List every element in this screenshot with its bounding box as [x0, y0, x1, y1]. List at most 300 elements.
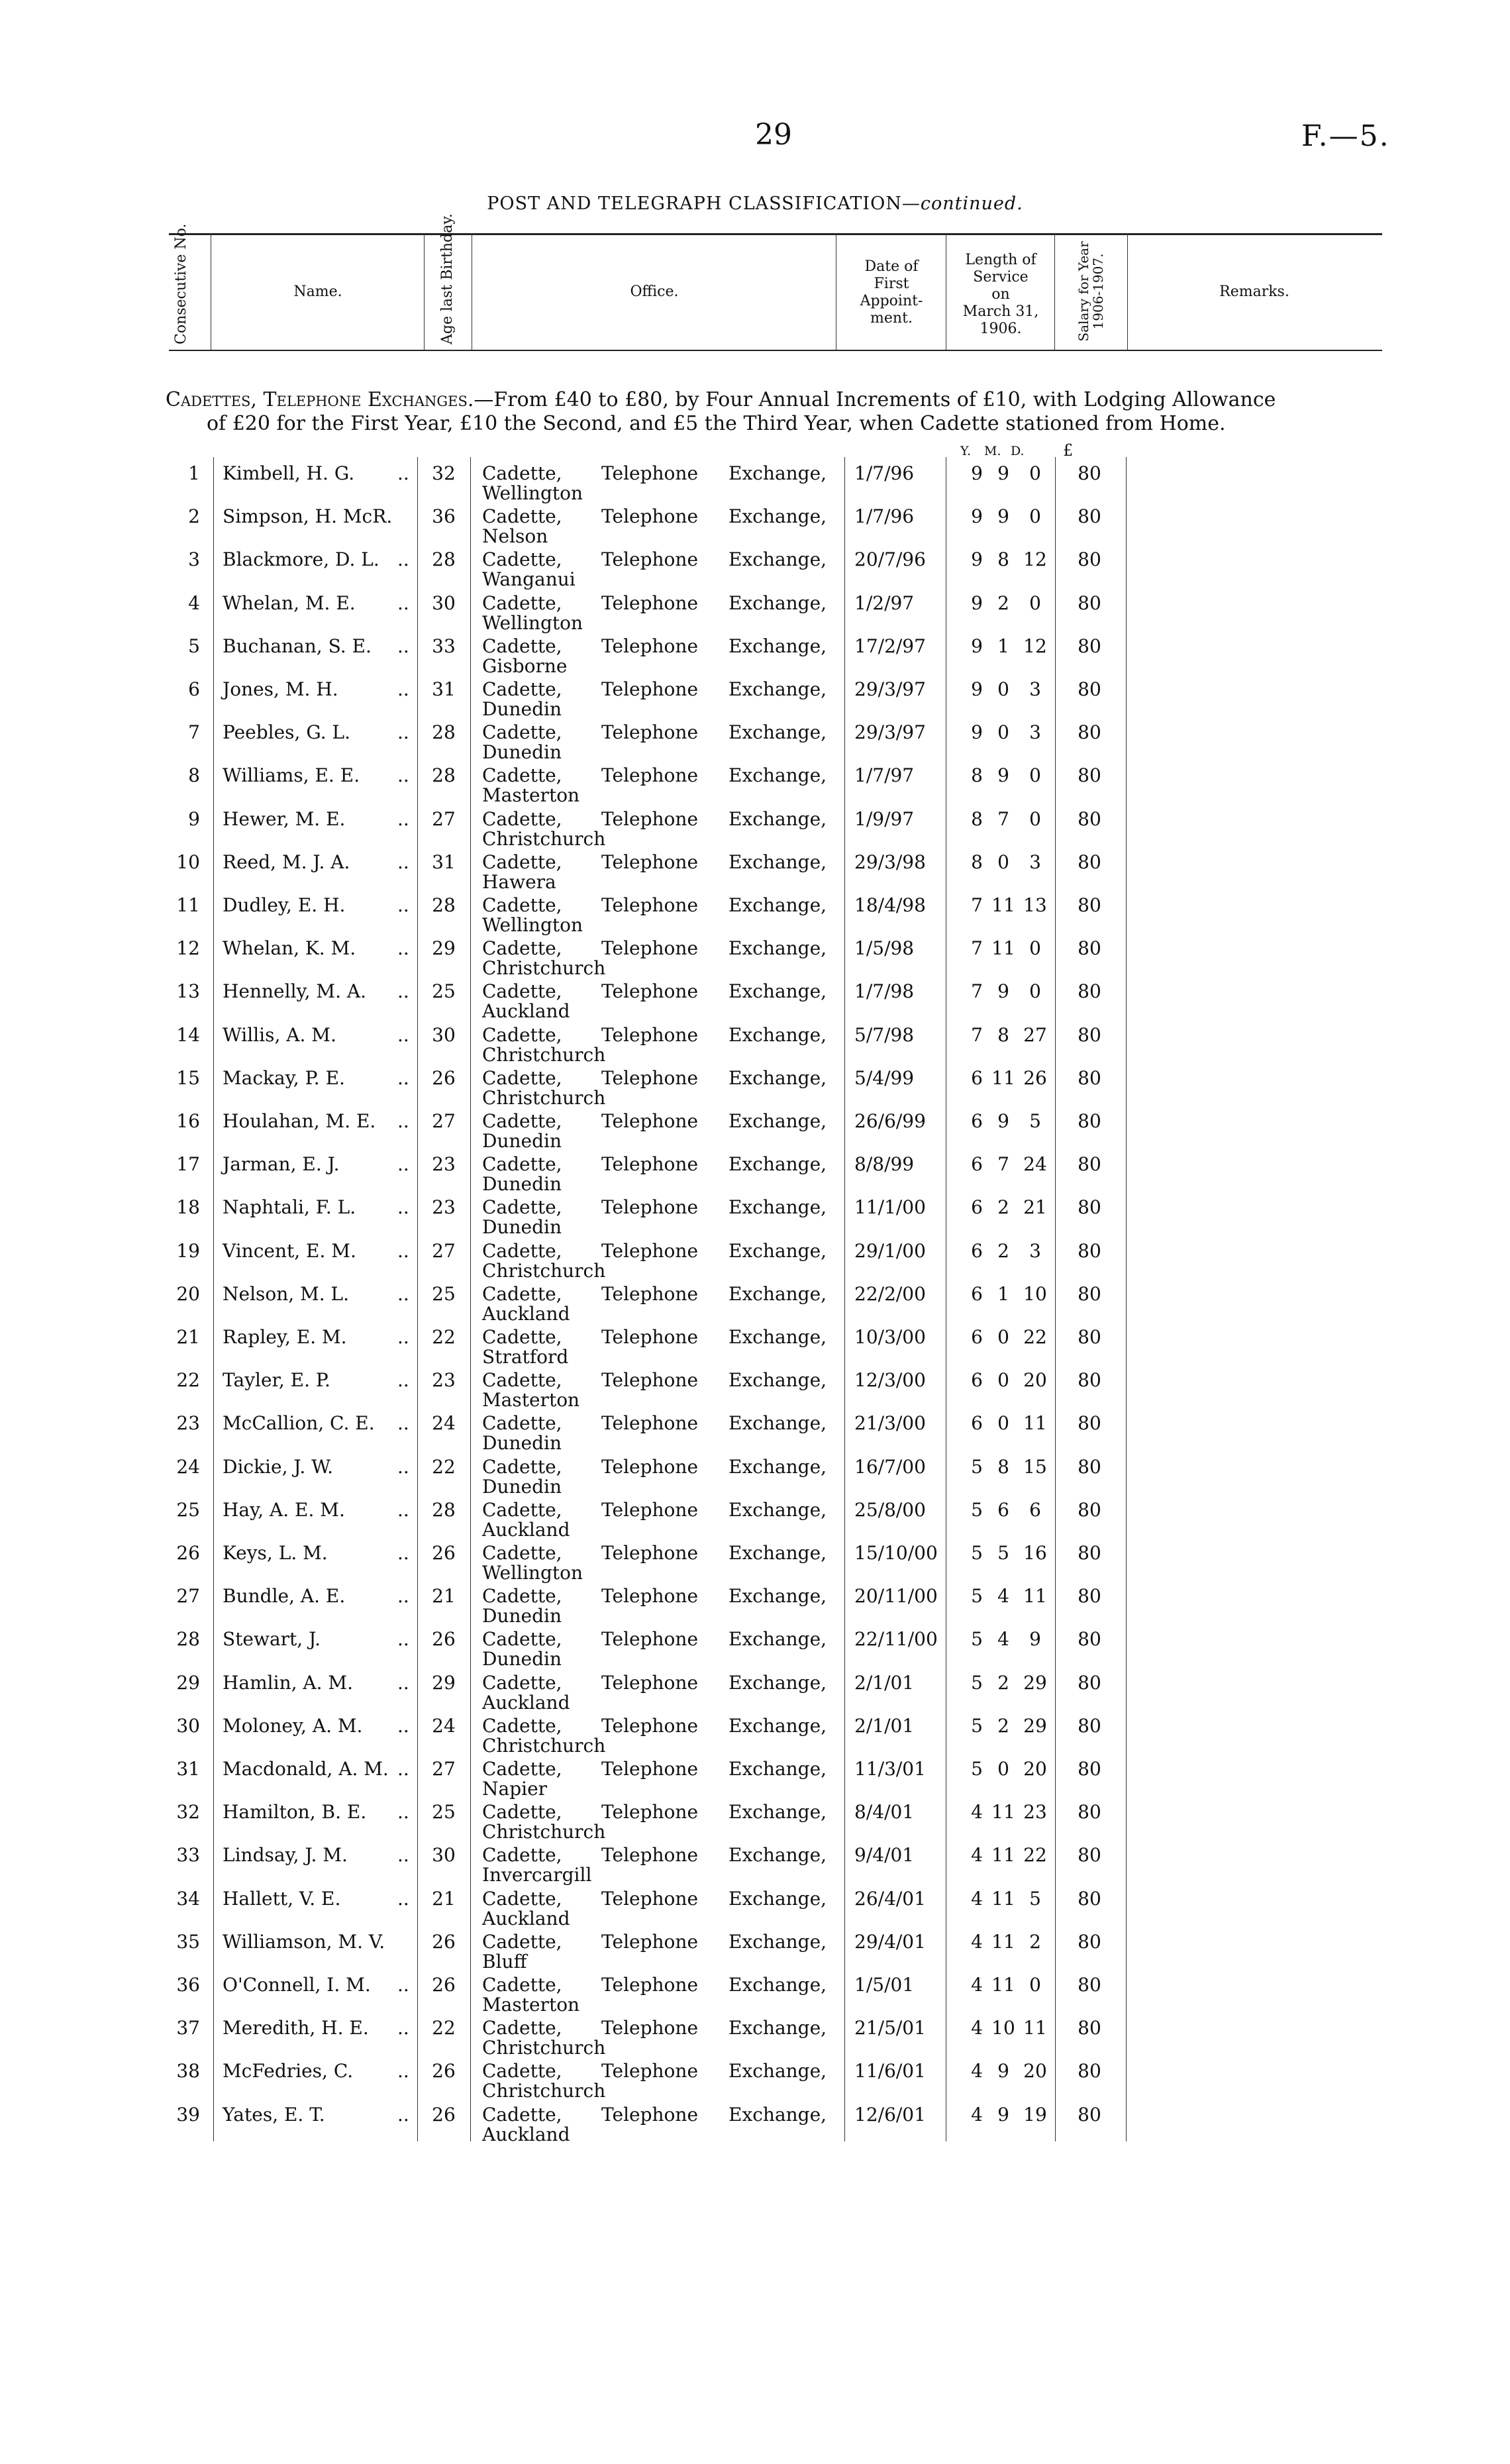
service-days: 2	[1029, 1930, 1041, 1953]
office-word-exchange: Exchange,	[729, 1196, 827, 1219]
employee-name: Blackmore, D. L.	[223, 548, 379, 571]
table-row	[166, 803, 1225, 850]
office-town: Christchurch	[482, 827, 606, 850]
col-header-age: Age last Birthday.	[439, 213, 456, 344]
row-number: 32	[176, 1801, 200, 1823]
service-years: 4	[971, 1844, 983, 1867]
office-town: Christchurch	[482, 1259, 606, 1282]
table-row	[166, 630, 1225, 677]
service-years: 6	[971, 1153, 983, 1176]
office-word-cadette: Cadette,	[482, 505, 562, 528]
office-word-cadette: Cadette,	[482, 635, 562, 657]
leader-dots: ..	[397, 1542, 409, 1564]
employee-age: 28	[432, 721, 456, 744]
employee-name: Willis, A. M.	[223, 1023, 336, 1046]
office-word-cadette: Cadette,	[482, 1066, 562, 1089]
service-days: 5	[1029, 1887, 1041, 1910]
row-number: 33	[176, 1844, 200, 1867]
salary-value: 80	[1078, 1066, 1101, 1089]
service-months: 9	[997, 1110, 1009, 1132]
row-number: 13	[176, 980, 200, 1003]
salary-value: 80	[1078, 1887, 1101, 1910]
row-number: 19	[176, 1239, 200, 1262]
employee-name: McCallion, C. E.	[223, 1412, 375, 1435]
office-word-telephone: Telephone	[601, 1542, 699, 1564]
office-word-cadette: Cadette,	[482, 1282, 562, 1305]
service-months: 11	[991, 1974, 1015, 1996]
service-years: 9	[971, 462, 983, 484]
table-row	[166, 1321, 1225, 1368]
office-word-cadette: Cadette,	[482, 1542, 562, 1564]
office-town: Wellington	[482, 1562, 583, 1584]
row-number: 21	[176, 1326, 200, 1348]
salary-value: 80	[1078, 1369, 1101, 1392]
office-word-cadette: Cadette,	[482, 1930, 562, 1953]
first-appointment-date: 10/3/00	[854, 1326, 926, 1348]
service-days: 20	[1023, 1758, 1047, 1780]
employee-name: Buchanan, S. E.	[223, 635, 372, 657]
row-number: 18	[176, 1196, 200, 1219]
row-number: 23	[176, 1412, 200, 1435]
office-town: Auckland	[482, 1302, 570, 1325]
office-word-exchange: Exchange,	[729, 807, 827, 830]
office-word-telephone: Telephone	[601, 1282, 699, 1305]
office-word-exchange: Exchange,	[729, 1930, 827, 1953]
table-row	[166, 1407, 1225, 1455]
page-number: 29	[755, 118, 792, 152]
employee-age: 27	[432, 1758, 456, 1780]
office-town: Christchurch	[482, 1086, 606, 1109]
service-years: 4	[971, 1930, 983, 1953]
service-days: 10	[1023, 1282, 1047, 1305]
row-number: 4	[188, 591, 200, 614]
office-town: Auckland	[482, 1907, 570, 1929]
employee-age: 25	[432, 980, 456, 1003]
salary-value: 80	[1078, 1455, 1101, 1478]
table-row	[166, 1364, 1225, 1412]
service-days: 29	[1023, 1671, 1047, 1694]
employee-name: McFedries, C.	[223, 2060, 354, 2082]
table-row	[166, 500, 1225, 548]
office-word-telephone: Telephone	[601, 1066, 699, 1089]
office-word-exchange: Exchange,	[729, 1412, 827, 1435]
service-years: 5	[971, 1671, 983, 1694]
service-days: 20	[1023, 2060, 1047, 2082]
leader-dots: ..	[397, 1974, 409, 1996]
employee-age: 27	[432, 807, 456, 830]
employee-age: 32	[432, 462, 456, 484]
office-word-cadette: Cadette,	[482, 548, 562, 571]
leader-dots: ..	[397, 1326, 409, 1348]
salary-value: 80	[1078, 1930, 1101, 1953]
leader-dots: ..	[397, 1714, 409, 1737]
office-town: Gisborne	[482, 654, 568, 677]
office-word-telephone: Telephone	[601, 1196, 699, 1219]
row-number: 11	[176, 894, 200, 916]
salary-value: 80	[1078, 1801, 1101, 1823]
employee-age: 26	[432, 1628, 456, 1651]
office-word-telephone: Telephone	[601, 1844, 699, 1867]
row-number: 6	[188, 678, 200, 700]
leader-dots: ..	[397, 635, 409, 657]
employee-name: Whelan, K. M.	[223, 937, 356, 960]
service-days: 0	[1029, 1974, 1041, 1996]
office-town: Dunedin	[482, 1432, 562, 1455]
office-word-exchange: Exchange,	[729, 1671, 827, 1694]
staff-table	[166, 457, 1225, 2145]
office-word-cadette: Cadette,	[482, 850, 562, 873]
first-appointment-date: 21/3/00	[854, 1412, 926, 1435]
office-word-exchange: Exchange,	[729, 462, 827, 484]
leader-dots: ..	[397, 764, 409, 787]
service-days: 12	[1023, 635, 1047, 657]
col-header-office: Office.	[630, 283, 679, 300]
leader-dots: ..	[397, 1887, 409, 1910]
office-town: Dunedin	[482, 1130, 562, 1152]
employee-name: Hamlin, A. M.	[223, 1671, 353, 1694]
service-months: 0	[997, 1326, 1009, 1348]
employee-age: 33	[432, 635, 456, 657]
row-number: 39	[176, 2103, 200, 2126]
service-months: 9	[997, 2060, 1009, 2082]
first-appointment-date: 29/3/97	[854, 678, 926, 700]
service-months: 8	[997, 1455, 1009, 1478]
service-years: 6	[971, 1066, 983, 1089]
employee-name: Reed, M. J. A.	[223, 850, 350, 873]
row-number: 20	[176, 1282, 200, 1305]
row-number: 10	[176, 850, 200, 873]
first-appointment-date: 29/3/97	[854, 721, 926, 744]
col-header-length-of-service	[947, 252, 1054, 338]
service-years: 8	[971, 807, 983, 830]
first-appointment-date: 5/4/99	[854, 1066, 915, 1089]
office-word-telephone: Telephone	[601, 1369, 699, 1392]
leader-dots: ..	[397, 462, 409, 484]
salary-value: 80	[1078, 1714, 1101, 1737]
table-row	[166, 1062, 1225, 1109]
first-appointment-date: 8/8/99	[854, 1153, 915, 1176]
employee-name: Lindsay, J. M.	[223, 1844, 348, 1867]
table-row	[166, 1451, 1225, 1498]
office-word-telephone: Telephone	[601, 678, 699, 700]
table-row	[166, 975, 1225, 1023]
employee-name: Jones, M. H.	[223, 678, 338, 700]
row-number: 12	[176, 937, 200, 960]
leader-dots: ..	[397, 1585, 409, 1608]
office-word-cadette: Cadette,	[482, 1369, 562, 1392]
employee-age: 22	[432, 2017, 456, 2039]
employee-name: Dickie, J. W.	[223, 1455, 334, 1478]
employee-age: 36	[432, 505, 456, 528]
page-title	[0, 193, 1510, 214]
salary-value: 80	[1078, 678, 1101, 700]
service-years: 6	[971, 1196, 983, 1219]
service-months: 0	[997, 721, 1009, 744]
office-word-cadette: Cadette,	[482, 1714, 562, 1737]
office-town: Christchurch	[482, 957, 606, 980]
leader-dots: ..	[397, 1801, 409, 1823]
body-divider-no	[213, 457, 214, 2141]
first-appointment-date: 2/1/01	[854, 1671, 915, 1694]
first-appointment-date: 26/6/99	[854, 1110, 926, 1132]
leader-dots: ..	[397, 1412, 409, 1435]
salary-value: 80	[1078, 1282, 1101, 1305]
employee-age: 30	[432, 1844, 456, 1867]
employee-age: 29	[432, 1671, 456, 1694]
table-row	[166, 1105, 1225, 1152]
employee-age: 27	[432, 1239, 456, 1262]
body-divider-salary	[1126, 457, 1127, 2141]
employee-name: Keys, L. M.	[223, 1542, 328, 1564]
row-number: 17	[176, 1153, 200, 1176]
service-months: 0	[997, 1412, 1009, 1435]
service-years: 8	[971, 850, 983, 873]
employee-age: 28	[432, 1498, 456, 1521]
service-years: 4	[971, 2103, 983, 2126]
employee-age: 30	[432, 591, 456, 614]
leader-dots: ..	[397, 980, 409, 1003]
service-years: 6	[971, 1326, 983, 1348]
employee-age: 25	[432, 1801, 456, 1823]
row-number: 7	[188, 721, 200, 744]
office-town: Christchurch	[482, 1734, 606, 1757]
first-appointment-date: 1/9/97	[854, 807, 915, 830]
employee-name: Mackay, P. E.	[223, 1066, 345, 1089]
office-word-cadette: Cadette,	[482, 1671, 562, 1694]
office-word-telephone: Telephone	[601, 635, 699, 657]
leader-dots: ..	[397, 2017, 409, 2039]
row-number: 14	[176, 1023, 200, 1046]
row-number: 9	[188, 807, 200, 830]
office-word-telephone: Telephone	[601, 1023, 699, 1046]
salary-value: 80	[1078, 1023, 1101, 1046]
office-word-cadette: Cadette,	[482, 678, 562, 700]
leader-dots: ..	[397, 591, 409, 614]
service-months: 9	[997, 462, 1009, 484]
office-word-telephone: Telephone	[601, 2060, 699, 2082]
office-word-exchange: Exchange,	[729, 505, 827, 528]
service-days: 0	[1029, 764, 1041, 787]
office-word-telephone: Telephone	[601, 721, 699, 744]
employee-name: Tayler, E. P.	[223, 1369, 330, 1392]
intro-line-2: of £20 for the First Year, £10 the Second, and £5 the Third Year, when Cadette stationed from Home.	[207, 412, 1226, 435]
leader-dots: ..	[397, 1239, 409, 1262]
office-word-exchange: Exchange,	[729, 1110, 827, 1132]
office-word-telephone: Telephone	[601, 1974, 699, 1996]
unit-currency: £	[1063, 441, 1074, 460]
service-months: 7	[997, 1153, 1009, 1176]
service-days: 22	[1023, 1844, 1047, 1867]
salary-value: 80	[1078, 462, 1101, 484]
service-days: 27	[1023, 1023, 1047, 1046]
service-years: 5	[971, 1628, 983, 1651]
employee-age: 29	[432, 937, 456, 960]
service-months: 9	[997, 980, 1009, 1003]
first-appointment-date: 11/1/00	[854, 1196, 926, 1219]
service-days: 19	[1023, 2103, 1047, 2126]
table-row	[166, 1278, 1225, 1325]
office-town: Hawera	[482, 870, 556, 893]
office-word-cadette: Cadette,	[482, 1326, 562, 1348]
unit-months: M.	[984, 444, 1001, 458]
service-days: 12	[1023, 548, 1047, 571]
office-word-telephone: Telephone	[601, 548, 699, 571]
row-number: 38	[176, 2060, 200, 2082]
table-row	[166, 1494, 1225, 1541]
date-header-line: Appoint-	[860, 293, 923, 309]
service-months: 9	[997, 505, 1009, 528]
service-header-line: March 31,	[962, 303, 1039, 320]
employee-age: 30	[432, 1023, 456, 1046]
col-header-remarks: Remarks.	[1219, 283, 1289, 300]
office-town: Wanganui	[482, 568, 576, 591]
office-town: Christchurch	[482, 1821, 606, 1843]
service-years: 9	[971, 591, 983, 614]
salary-value: 80	[1078, 1153, 1101, 1176]
office-word-exchange: Exchange,	[729, 2103, 827, 2126]
employee-age: 21	[432, 1887, 456, 1910]
service-years: 6	[971, 1110, 983, 1132]
table-row	[166, 457, 1225, 504]
service-days: 3	[1029, 850, 1041, 873]
office-word-exchange: Exchange,	[729, 1153, 827, 1176]
leader-dots: ..	[397, 850, 409, 873]
service-days: 21	[1023, 1196, 1047, 1219]
first-appointment-date: 29/3/98	[854, 850, 926, 873]
table-row	[166, 1580, 1225, 1627]
office-word-cadette: Cadette,	[482, 1628, 562, 1651]
leader-dots: ..	[397, 1628, 409, 1651]
employee-name: Williams, E. E.	[223, 764, 360, 787]
service-years: 7	[971, 980, 983, 1003]
office-word-cadette: Cadette,	[482, 937, 562, 960]
office-town: Masterton	[482, 1389, 580, 1412]
service-years: 9	[971, 505, 983, 528]
table-row	[166, 1667, 1225, 1714]
service-years: 5	[971, 1585, 983, 1608]
table-row	[166, 759, 1225, 807]
first-appointment-date: 18/4/98	[854, 894, 926, 916]
salary-value: 80	[1078, 1110, 1101, 1132]
office-word-exchange: Exchange,	[729, 764, 827, 787]
employee-name: Meredith, H. E.	[223, 2017, 369, 2039]
office-word-exchange: Exchange,	[729, 1066, 827, 1089]
first-appointment-date: 1/7/97	[854, 764, 915, 787]
employee-name: Hewer, M. E.	[223, 807, 346, 830]
office-word-telephone: Telephone	[601, 1326, 699, 1348]
leader-dots: ..	[397, 1671, 409, 1694]
office-word-cadette: Cadette,	[482, 2017, 562, 2039]
employee-name: Williamson, M. V.	[223, 1930, 385, 1953]
service-days: 0	[1029, 591, 1041, 614]
office-word-telephone: Telephone	[601, 1412, 699, 1435]
office-word-cadette: Cadette,	[482, 721, 562, 744]
employee-name: Naphtali, F. L.	[223, 1196, 356, 1219]
date-header-line: First	[874, 276, 909, 292]
leader-dots: ..	[397, 2060, 409, 2082]
salary-value: 80	[1078, 894, 1101, 916]
service-months: 11	[991, 1801, 1015, 1823]
col-header-date-first-appointment	[837, 258, 946, 327]
first-appointment-date: 29/4/01	[854, 1930, 926, 1953]
employee-name: Hallett, V. E.	[223, 1887, 341, 1910]
leader-dots: ..	[397, 2103, 409, 2126]
service-months: 1	[997, 635, 1009, 657]
salary-value: 80	[1078, 1585, 1101, 1608]
document-code: F.—5.	[1301, 119, 1390, 153]
employee-name: Simpson, H. McR.	[223, 505, 393, 528]
service-days: 9	[1029, 1628, 1041, 1651]
service-months: 1	[997, 1282, 1009, 1305]
office-word-telephone: Telephone	[601, 894, 699, 916]
table-row	[166, 1925, 1225, 1973]
service-months: 5	[997, 1542, 1009, 1564]
office-word-exchange: Exchange,	[729, 1714, 827, 1737]
first-appointment-date: 17/2/97	[854, 635, 926, 657]
table-row	[166, 2098, 1225, 2145]
row-number: 27	[176, 1585, 200, 1608]
service-days: 3	[1029, 721, 1041, 744]
service-months: 2	[997, 1196, 1009, 1219]
service-years: 5	[971, 1542, 983, 1564]
service-years: 8	[971, 764, 983, 787]
service-header-line: Service	[973, 269, 1029, 285]
salary-value: 80	[1078, 1628, 1101, 1651]
row-number: 37	[176, 2017, 200, 2039]
salary-value: 80	[1078, 1239, 1101, 1262]
office-word-telephone: Telephone	[601, 1930, 699, 1953]
office-word-exchange: Exchange,	[729, 1498, 827, 1521]
office-word-cadette: Cadette,	[482, 1110, 562, 1132]
first-appointment-date: 8/4/01	[854, 1801, 915, 1823]
office-word-cadette: Cadette,	[482, 1887, 562, 1910]
office-town: Wellington	[482, 611, 583, 634]
office-word-telephone: Telephone	[601, 2103, 699, 2126]
office-word-cadette: Cadette,	[482, 2103, 562, 2126]
office-word-exchange: Exchange,	[729, 548, 827, 571]
office-word-telephone: Telephone	[601, 1671, 699, 1694]
employee-name: Yates, E. T.	[223, 2103, 325, 2126]
office-town: Wellington	[482, 482, 583, 504]
first-appointment-date: 9/4/01	[854, 1844, 915, 1867]
service-days: 0	[1029, 937, 1041, 960]
table-row	[166, 1839, 1225, 1886]
office-word-exchange: Exchange,	[729, 1239, 827, 1262]
office-town: Masterton	[482, 1994, 580, 2016]
salary-value: 80	[1078, 764, 1101, 787]
office-word-telephone: Telephone	[601, 1110, 699, 1132]
employee-age: 27	[432, 1110, 456, 1132]
office-word-exchange: Exchange,	[729, 1023, 827, 1046]
office-word-cadette: Cadette,	[482, 980, 562, 1003]
first-appointment-date: 5/7/98	[854, 1023, 915, 1046]
employee-age: 23	[432, 1153, 456, 1176]
service-months: 0	[997, 1758, 1009, 1780]
salary-value: 80	[1078, 2017, 1101, 2039]
office-town: Masterton	[482, 784, 580, 807]
office-word-cadette: Cadette,	[482, 1196, 562, 1219]
employee-name: Peebles, G. L.	[223, 721, 351, 744]
unit-days: D.	[1011, 444, 1025, 458]
office-town: Dunedin	[482, 1648, 562, 1670]
row-number: 34	[176, 1887, 200, 1910]
employee-name: Whelan, M. E.	[223, 591, 356, 614]
office-word-telephone: Telephone	[601, 505, 699, 528]
office-word-cadette: Cadette,	[482, 764, 562, 787]
office-town: Auckland	[482, 1691, 570, 1714]
office-word-cadette: Cadette,	[482, 1153, 562, 1176]
leader-dots: ..	[397, 1498, 409, 1521]
